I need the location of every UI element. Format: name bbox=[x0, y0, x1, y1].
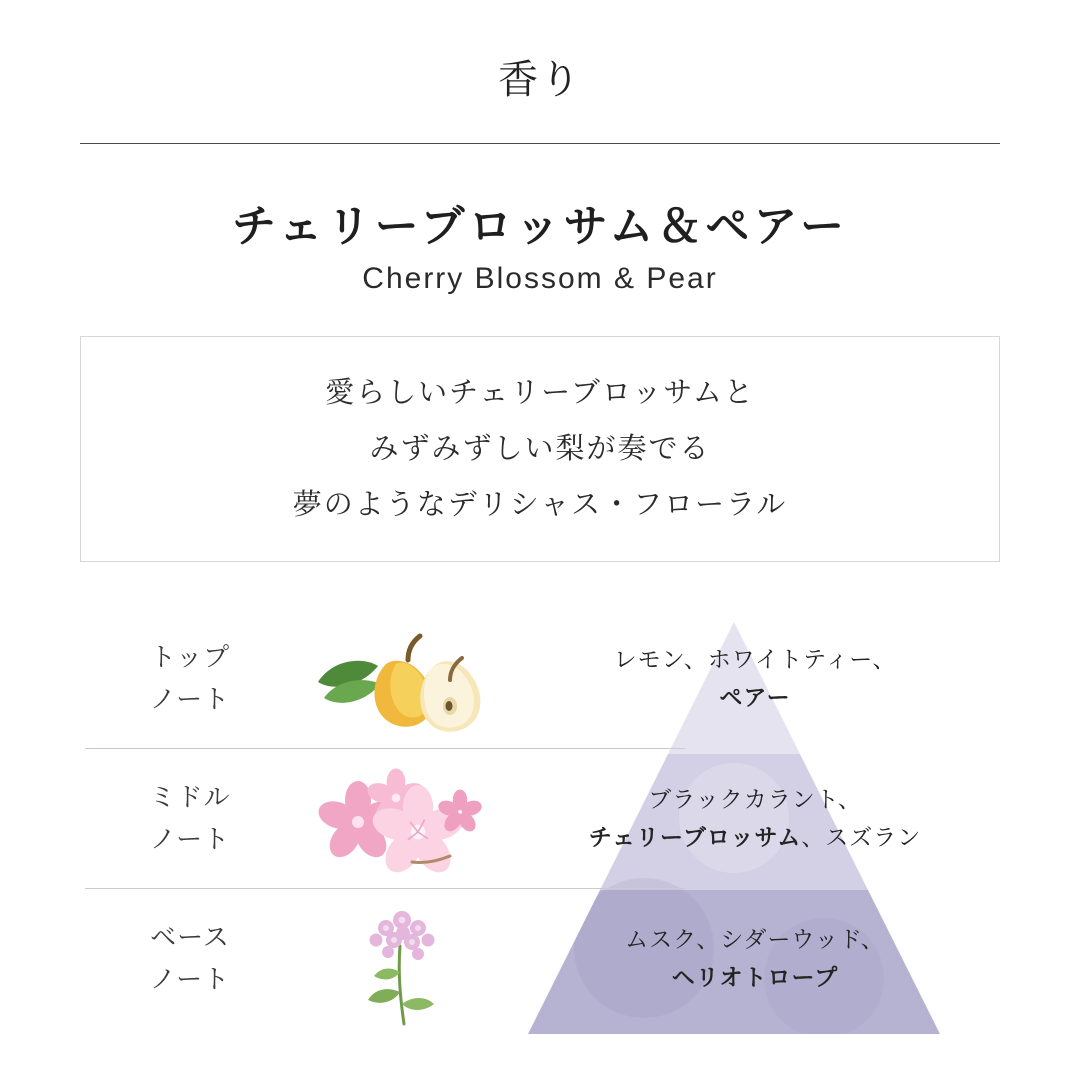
heliotrope-flower-icon bbox=[300, 900, 510, 1030]
description-line: みずみずしい梨が奏でる bbox=[369, 433, 711, 465]
note-text-top bbox=[525, 640, 985, 716]
note-text-plain: ムスク、シダーウッド、 bbox=[625, 926, 885, 952]
note-label-line2: ノート bbox=[149, 824, 231, 854]
note-label-base bbox=[105, 916, 275, 1000]
note-label-line2: ノート bbox=[149, 684, 231, 714]
note-text-bold: ペアー bbox=[719, 684, 791, 710]
fragrance-name-ja: チェリーブロッサム＆ペアー bbox=[231, 202, 849, 251]
note-label-line1: ミドル bbox=[149, 782, 231, 812]
note-text-base bbox=[525, 920, 985, 996]
note-row-base bbox=[85, 898, 995, 1033]
description-line: 愛らしいチェリーブロッサムと bbox=[325, 377, 755, 409]
page-title: 香り bbox=[498, 58, 582, 102]
header-divider bbox=[80, 143, 1000, 144]
description-line: 夢のようなデリシャス・フローラル bbox=[292, 489, 788, 521]
description-box bbox=[80, 336, 1000, 562]
note-label-top bbox=[105, 636, 275, 720]
fragrance-name-en: Cherry Blossom & Pear bbox=[362, 262, 718, 295]
note-row-top bbox=[85, 618, 995, 753]
note-label-middle bbox=[105, 776, 275, 860]
note-label-line1: ベース bbox=[150, 922, 230, 952]
note-text-bold: チェリーブロッサム bbox=[588, 824, 802, 850]
note-text-after: 、スズラン bbox=[801, 824, 922, 850]
notes-section bbox=[0, 618, 1080, 1048]
note-label-line2: ノート bbox=[149, 964, 231, 994]
note-text-plain: レモン、ホワイトティー、 bbox=[613, 646, 897, 672]
note-row-middle bbox=[85, 758, 995, 893]
note-text-bold: ヘリオトロープ bbox=[671, 964, 839, 990]
note-label-line1: トップ bbox=[149, 642, 231, 672]
cherry-blossom-icon bbox=[300, 760, 510, 890]
note-text-plain: ブラックカラント、 bbox=[648, 786, 862, 812]
note-text-middle bbox=[495, 780, 1015, 856]
pear-fruit-icon bbox=[300, 620, 510, 750]
